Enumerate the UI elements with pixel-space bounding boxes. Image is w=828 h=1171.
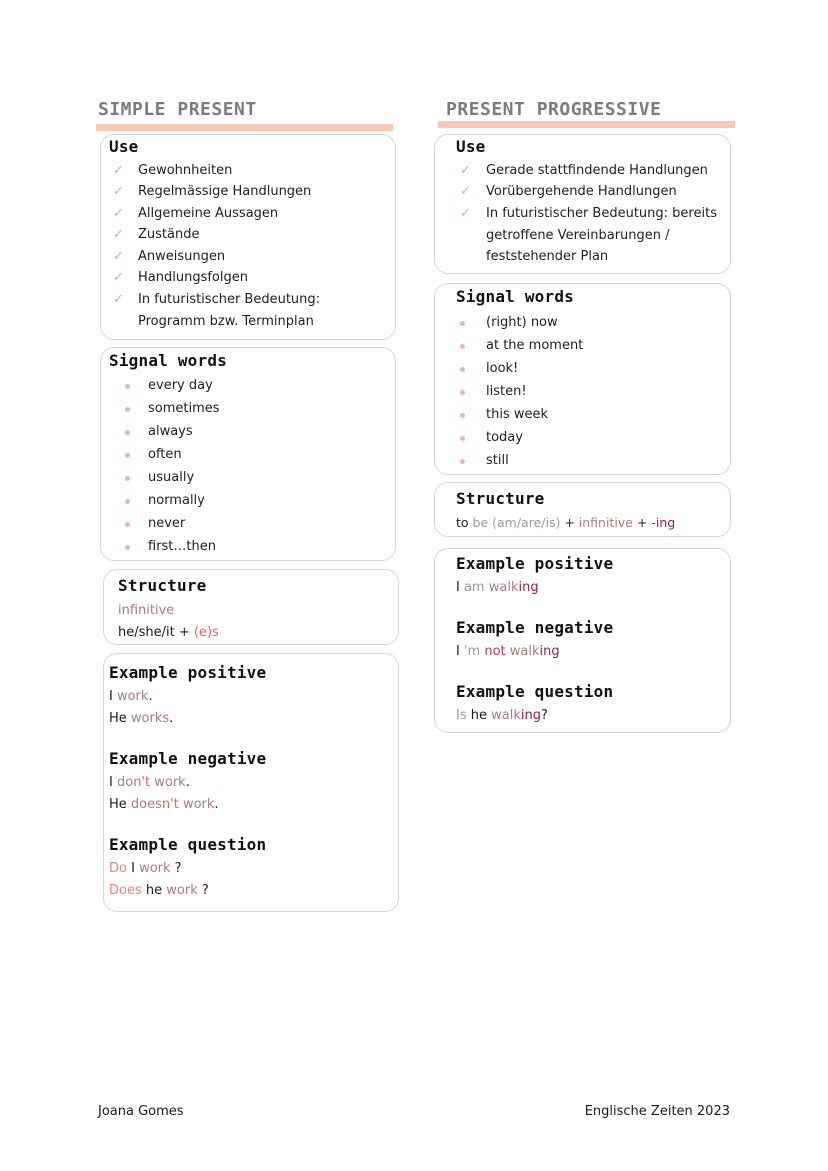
negation: not	[480, 644, 506, 659]
bullet-icon	[460, 390, 465, 395]
sp-structure-subject: he/she/it +	[118, 625, 194, 640]
punctuation: ?	[170, 861, 182, 876]
punctuation: ?	[197, 883, 209, 898]
pp-use-item: In futuristischer Bedeutung: bereits	[486, 206, 717, 221]
auxiliary: does	[130, 797, 162, 812]
present-progressive-title: PRESENT PROGRESSIVE	[446, 99, 662, 120]
sp-structure-card	[103, 569, 399, 645]
sp-example-positive-line-2	[109, 711, 173, 726]
pp-signal-item: still	[486, 453, 509, 468]
negation: n't	[133, 775, 151, 790]
pp-example-negative-heading: Example negative	[456, 618, 614, 637]
sp-signal-item: always	[148, 424, 193, 439]
sp-signal-item: sometimes	[148, 401, 220, 416]
check-icon: ✓	[113, 270, 124, 285]
bullet-icon	[460, 413, 465, 418]
plus: +	[632, 515, 652, 530]
bullet-icon	[125, 499, 130, 504]
subject: He	[109, 797, 131, 812]
pp-use-item: getroffene Vereinbarungen /	[486, 228, 670, 243]
pp-signal-item: at the moment	[486, 338, 584, 353]
verb: work	[150, 775, 186, 790]
bullet-icon	[125, 476, 130, 481]
check-icon: ✓	[113, 163, 124, 178]
verb-ending: s	[162, 711, 170, 726]
pp-example-question-line	[456, 708, 548, 723]
pp-signal-item: (right) now	[486, 315, 558, 330]
pp-structure-formula	[456, 515, 675, 530]
ing-ending: ing	[518, 580, 539, 595]
pp-structure-heading: Structure	[456, 489, 545, 508]
pp-use-heading: Use	[456, 137, 486, 156]
bullet-icon	[125, 407, 130, 412]
sp-structure-ending: (e)s	[193, 625, 219, 640]
bullet-icon	[460, 321, 465, 326]
sp-use-item: In futuristischer Bedeutung:	[138, 292, 321, 307]
bullet-icon	[460, 459, 465, 464]
pp-example-question-heading: Example question	[456, 682, 614, 701]
bullet-icon	[125, 545, 130, 550]
ing-ending: ing	[539, 644, 560, 659]
subject: I	[456, 580, 464, 595]
verb: work	[166, 883, 198, 898]
check-icon: ✓	[113, 249, 124, 264]
bullet-icon	[460, 344, 465, 349]
punctuation: .	[214, 797, 219, 812]
pp-use-item: feststehender Plan	[486, 249, 609, 264]
verb: walk	[491, 708, 521, 723]
sp-signal-item: normally	[148, 493, 205, 508]
verb: work	[139, 861, 171, 876]
sp-structure-line-2	[118, 625, 219, 640]
pp-signal-card	[434, 283, 731, 475]
subject: I	[109, 689, 117, 704]
punctuation: .	[148, 689, 153, 704]
sp-example-question-line-1	[109, 861, 182, 876]
sp-signal-item: usually	[148, 470, 195, 485]
bullet-icon	[125, 430, 130, 435]
sp-structure-heading: Structure	[118, 576, 207, 595]
sp-example-negative-line-1	[109, 775, 190, 790]
sp-structure-line-1: infinitive	[118, 603, 175, 618]
pp-signal-heading: Signal words	[456, 287, 574, 306]
pp-example-positive-heading: Example positive	[456, 554, 614, 573]
punctuation: .	[185, 775, 190, 790]
plus: +	[560, 515, 579, 530]
sp-example-question-heading: Example question	[109, 835, 267, 854]
ing-ending: -ing	[651, 515, 676, 530]
bullet-icon	[125, 453, 130, 458]
auxiliary: Does	[109, 883, 142, 898]
sp-example-negative-heading: Example negative	[109, 749, 267, 768]
subject: He	[109, 711, 131, 726]
sp-signal-item: never	[148, 516, 186, 531]
sp-signal-card	[100, 347, 396, 561]
auxiliary: 'm	[463, 644, 481, 659]
pp-signal-item: listen!	[486, 384, 527, 399]
auxiliary: Is	[456, 708, 467, 723]
sp-example-question-line-2	[109, 883, 209, 898]
sp-example-negative-line-2	[109, 797, 219, 812]
pp-use-item: Gerade stattfindende Handlungen	[486, 163, 708, 178]
check-icon: ✓	[113, 292, 124, 307]
subject: I	[126, 861, 140, 876]
check-icon: ✓	[460, 184, 471, 199]
sp-use-item: Allgemeine Aussagen	[138, 206, 279, 221]
footer-doc-title: Englische Zeiten 2023	[584, 1104, 730, 1119]
present-progressive-underline	[438, 121, 735, 128]
auxiliary: Do	[109, 861, 127, 876]
pp-signal-item: look!	[486, 361, 519, 376]
punctuation: ?	[540, 708, 548, 723]
sp-signal-heading: Signal words	[109, 351, 227, 370]
sp-use-item: Anweisungen	[138, 249, 226, 264]
sp-signal-item: often	[148, 447, 182, 462]
subject: I	[109, 775, 117, 790]
pp-example-negative-line	[456, 644, 560, 659]
simple-present-underline	[96, 124, 393, 131]
punctuation: .	[169, 711, 174, 726]
to: to	[456, 515, 473, 530]
infinitive: infinitive	[578, 515, 633, 530]
bullet-icon	[460, 367, 465, 372]
sp-use-item: Regelmässige Handlungen	[138, 184, 312, 199]
footer-author: Joana Gomes	[98, 1104, 184, 1119]
check-icon: ✓	[113, 184, 124, 199]
verb: work	[178, 797, 215, 812]
simple-present-title: SIMPLE PRESENT	[98, 99, 257, 120]
pp-use-card	[434, 134, 731, 274]
sp-use-card	[100, 134, 396, 340]
pp-examples-card	[434, 548, 731, 733]
be-forms: be (am/are/is)	[472, 515, 561, 530]
ing-ending: ing	[520, 708, 541, 723]
pp-structure-card	[434, 482, 731, 537]
sp-signal-item: first…then	[148, 539, 216, 554]
bullet-icon	[460, 436, 465, 441]
bullet-icon	[125, 522, 130, 527]
verb: walk	[484, 580, 519, 595]
sp-use-item: Zustände	[138, 227, 200, 242]
pp-use-item: Vorübergehende Handlungen	[486, 184, 677, 199]
auxiliary: do	[116, 775, 134, 790]
bullet-icon	[125, 384, 130, 389]
sp-signal-item: every day	[148, 378, 213, 393]
pp-signal-item: this week	[486, 407, 549, 422]
verb: walk	[505, 644, 540, 659]
subject: he	[141, 883, 167, 898]
sp-use-heading: Use	[109, 137, 139, 156]
sp-examples-card	[103, 653, 399, 912]
sp-use-item: Programm bzw. Terminplan	[138, 314, 314, 329]
check-icon: ✓	[460, 206, 471, 221]
verb: work	[116, 689, 149, 704]
subject: I	[456, 644, 464, 659]
sp-example-positive-heading: Example positive	[109, 663, 267, 682]
pp-signal-item: today	[486, 430, 523, 445]
verb: work	[130, 711, 163, 726]
check-icon: ✓	[460, 163, 471, 178]
pp-example-positive-line	[456, 580, 539, 595]
sp-use-item: Handlungsfolgen	[138, 270, 248, 285]
negation: n't	[161, 797, 179, 812]
subject: he	[466, 708, 492, 723]
check-icon: ✓	[113, 227, 124, 242]
sp-example-positive-line-1	[109, 689, 153, 704]
check-icon: ✓	[113, 206, 124, 221]
sp-use-item: Gewohnheiten	[138, 163, 233, 178]
auxiliary: am	[463, 580, 485, 595]
